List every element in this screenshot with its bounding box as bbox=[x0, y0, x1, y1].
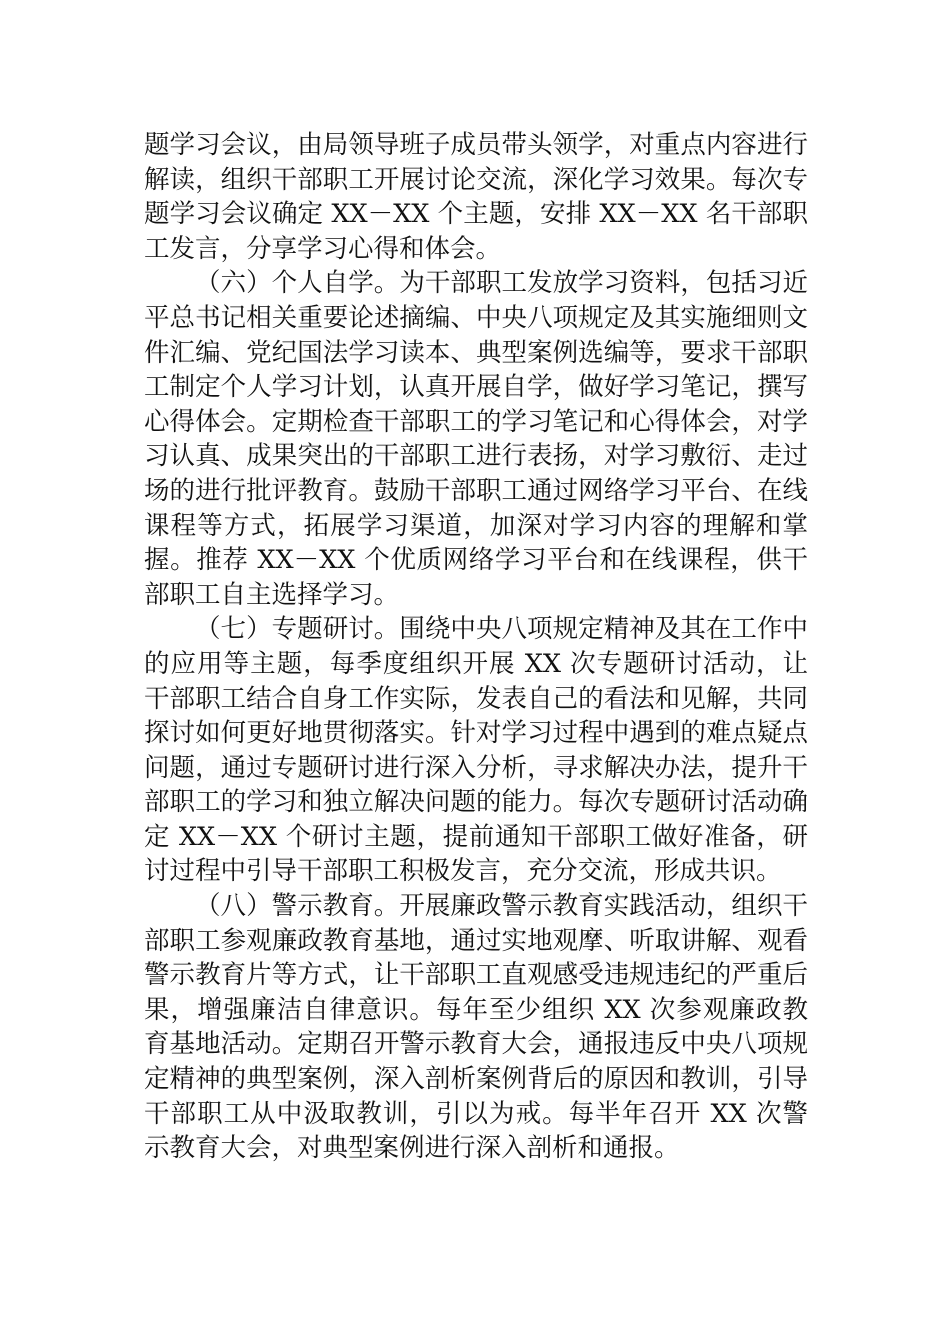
paragraph-seven-seminar: （七）专题研讨。围绕中央八项规定精神及其在工作中的应用等主题，每季度组织开展 XX 次专题研讨活动，让干部职工结合自身工作实际，发表自己的看法和见解，共同探讨如何更好地贯彻落实。针对学习过程中遇到的难点疑点问题，通过专题研讨进行深入分析，寻求解决办法，提升干部职工的学习和独立解决问题的能力。每次专题研讨活动确定 XX－XX 个研讨主题，提前通知干部职工做好准备，研讨过程中引导干部职工积极发言，充分交流，形成共识。 bbox=[144, 614, 808, 887]
paragraph-eight-warning-education: （八）警示教育。开展廉政警示教育实践活动，组织干部职工参观廉政教育基地，通过实地观摩、听取讲解、观看警示教育片等方式，让干部职工直观感受违规违纪的严重后果，增强廉洁自律意识。每年至少组织 XX 次参观廉政教育基地活动。定期召开警示教育大会，通报违反中央八项规定精神的典型案例，深入剖析案例背后的原因和教训，引导干部职工从中汲取教训，引以为戒。每半年召开 XX 次警示教育大会，对典型案例进行深入剖析和通报。 bbox=[144, 891, 808, 1164]
document-page bbox=[144, 128, 808, 1166]
paragraph-six-self-study: （六）个人自学。为干部职工发放学习资料，包括习近平总书记相关重要论述摘编、中央八项规定及其实施细则文件汇编、党纪国法学习读本、典型案例选编等，要求干部职工制定个人学习计划，认真开展自学，做好学习笔记，撰写心得体会。定期检查干部职工的学习笔记和心得体会，对学习认真、成果突出的干部职工进行表扬，对学习敷衍、走过场的进行批评教育。鼓励干部职工通过网络学习平台、在线课程等方式，拓展学习渠道，加深对学习内容的理解和掌握。推荐 XX－XX 个优质网络学习平台和在线课程，供干部职工自主选择学习。 bbox=[144, 268, 808, 610]
paragraph-continuation: 题学习会议，由局领导班子成员带头领学，对重点内容进行解读，组织干部职工开展讨论交流，深化学习效果。每次专题学习会议确定 XX－XX 个主题，安排 XX－XX 名干部职工发言，分享学习心得和体会。 bbox=[144, 130, 808, 264]
